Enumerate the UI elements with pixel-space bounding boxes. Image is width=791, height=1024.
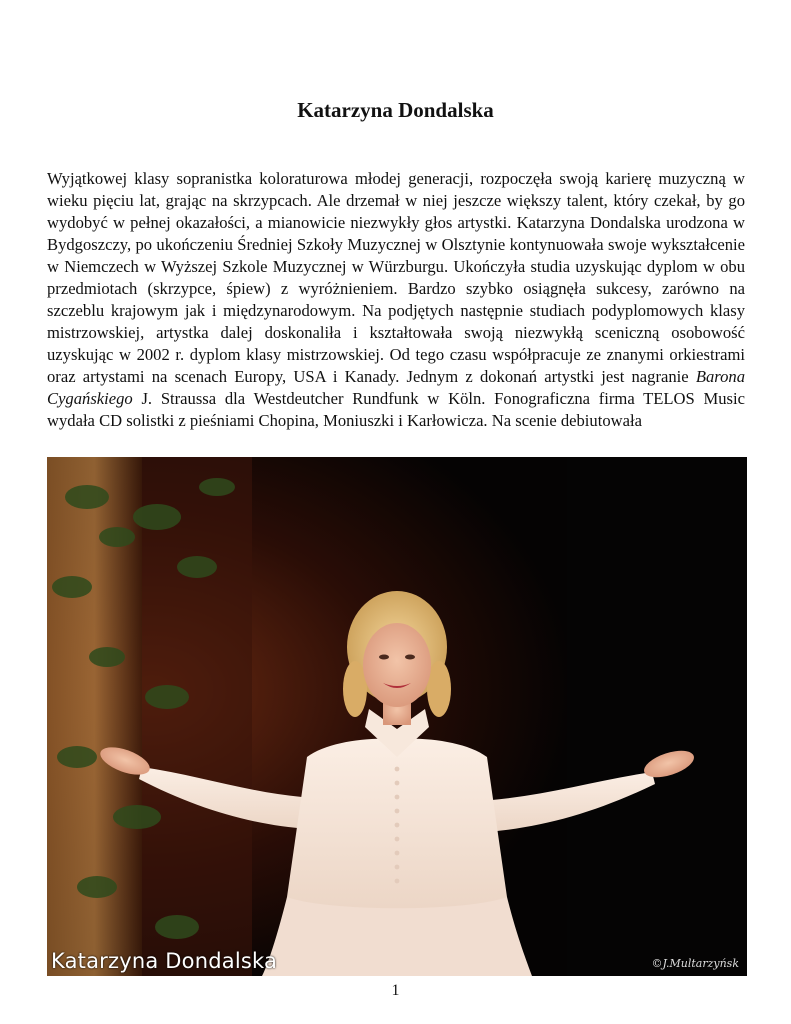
singer-photo <box>47 457 747 976</box>
photo-credit: ©J.Multarzyńsk <box>651 957 739 970</box>
paragraph-text-end: J. Straussa dla Westdeutcher Rundfunk w Köln. Fonograficzna firma TELOS Music wydała CD solistki z pieśniami Chopina, Moniuszki i Karłowicza. Na scenie debiutowała <box>47 389 745 430</box>
biography-paragraph <box>47 168 745 432</box>
page-number: 1 <box>391 982 400 999</box>
photo-caption: Katarzyna Dondalska <box>51 949 278 973</box>
opera-title: Barona Cygańskiego <box>47 367 745 408</box>
paragraph-text-start: Wyjątkowej klasy sopranistka koloraturowa młodej generacji, rozpoczęła swoją karierę muzyczną w wieku pięciu lat, grając na skrzypcach. Ale drzemał w niej jeszcze większy talent, który czekał, by go wydobyć w pełnej okazałości, a mianowicie niezwykły głos artystki. Katarzyna Dondalska urodzona w Bydgoszczy, po ukończeniu Średniej Szkoły Muzycznej w Olsztynie kontynuowała swoje wykształcenie w Niemczech w Wyższej Szkole Muzycznej w Würzburgu. Ukończyła studia uzyskując dyplom w obu przedmiotach (skrzypce, śpiew) z wyróżnieniem. Bardzo szybko osiągnęła sukcesy, zarówno na szczeblu krajowym jak i międzynarodowym. Na podjętych następnie studiach podyplomowych klasy mistrzowskiej, artystka dalej doskonaliła i kształtowała swoją niezwykłą sceniczną osobowość uzyskując w 2002 r. dyplom klasy mistrzowskiej. Od tego czasu współpracuje ze znanymi orkiestrami oraz artystami na scenach Europy, USA i Kanady. Jednym z dokonań artystki jest nagranie <box>47 169 745 386</box>
page-title: Katarzyna Dondalska <box>297 98 494 122</box>
stage-photo-illustration <box>47 457 747 976</box>
